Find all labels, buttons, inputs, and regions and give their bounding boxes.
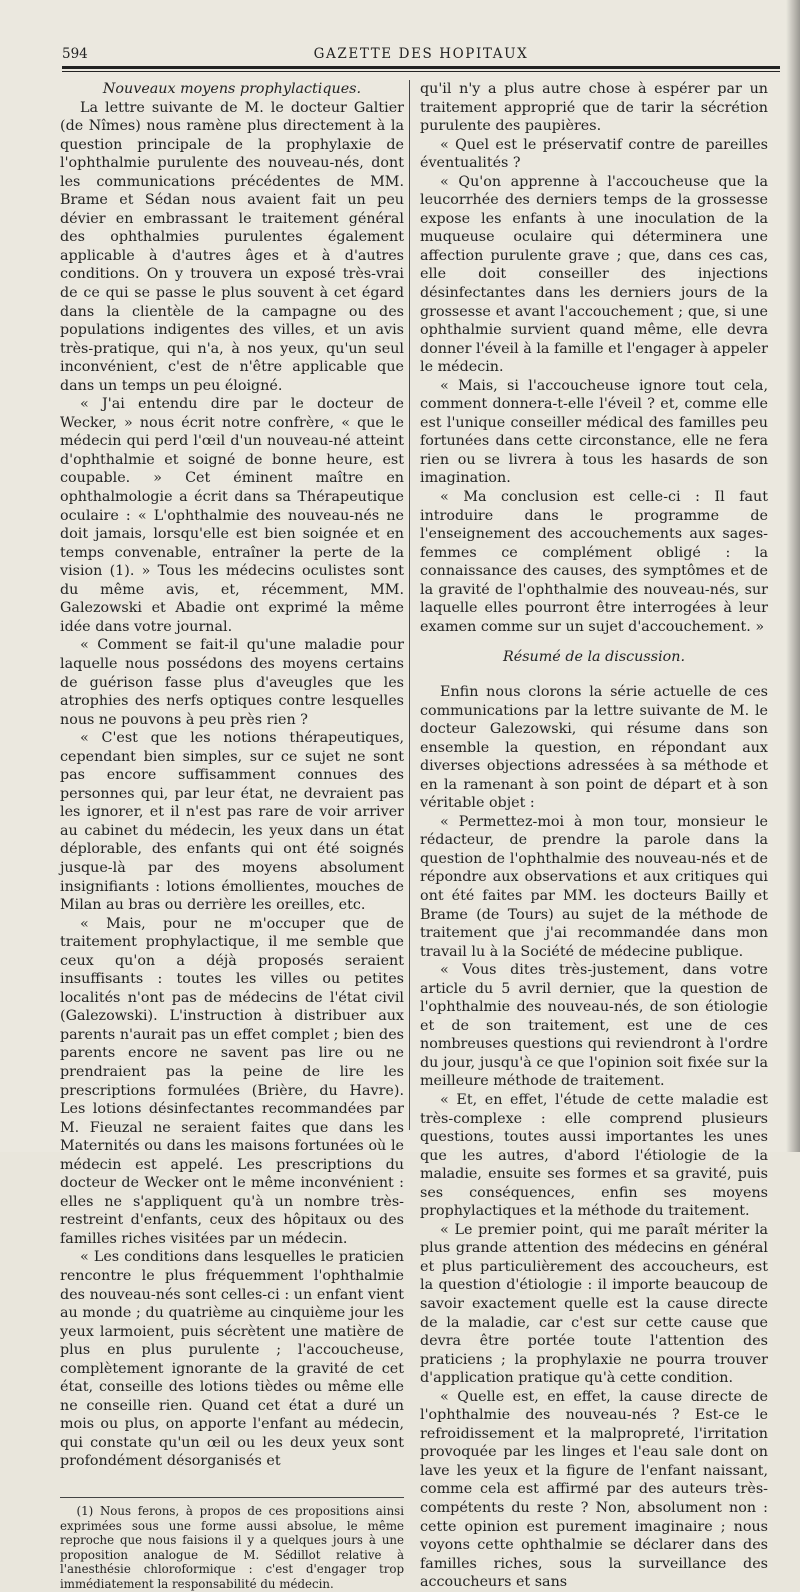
- paragraph: « Le premier point, qui me paraît mériter la plus grande attention des médecins en général et plus particulièrement des accoucheurs, est la question d'étiologie : il importe beaucoup de savoir exactement quelle est la cause directe de la maladie, car c'est sur cette cause que devra être portée toute l'attention des praticiens ; la prophylaxie ne pourra trouver d'application pratique qu'à cette condition.: [420, 1221, 768, 1387]
- page-edge-shadow: [786, 0, 800, 1152]
- page-header: [62, 40, 780, 64]
- footnote: [60, 1504, 404, 1591]
- left-column: [60, 80, 404, 1591]
- paragraph: « J'ai entendu dire par le docteur de Wecker, » nous écrit notre confrère, « que le médecin qui perd l'œil d'un nouveau-né atteint d'ophthalmie et soigné de bonne heure, est coupable. » Cet éminent maître en ophthalmologie a écrit dans sa Thérapeutique oculaire : « L'ophthalmie des nouveau-nés ne doit jamais, lorsqu'elle est bien soignée et en temps convenable, entraîner la perte de la vision (1). » Tous les médecins oculistes sont du même avis, et, récemment, MM. Galezowski et Abadie ont exprimé la même idée dans votre journal.: [60, 396, 404, 635]
- page-number: 594: [62, 46, 88, 62]
- paragraph: Enfin nous clorons la série actuelle de ces communications par la lettre suivante de M. le docteur Galezowski, qui résume dans son ensemble la question, en répondant aux diverses objections adressées à sa méthode et en la ramenant à son point de départ et à son véritable objet :: [420, 683, 768, 812]
- section-title-prophylactic: Nouveaux moyens prophylactiques.: [102, 81, 362, 97]
- footnote-rule: [60, 1497, 404, 1498]
- header-rule-thick: [62, 66, 780, 69]
- paragraph: « Ma conclusion est celle-ci : Il faut introduire dans le programme de l'enseignement des accouchements aux sages-femmes ce complément obligé : la connaissance des causes, des symptômes et de la gravité de l'ophthalmie des nouveau-nés, sur laquelle elles pourront être interrogées à leur examen comme sur un sujet d'accouchement. »: [420, 489, 768, 635]
- paragraph: « Les conditions dans lesquelles le praticien rencontre le plus fréquemment l'ophthalmie des nouveau-nés sont celles-ci : un enfant vient au monde ; du quatrième au cinquième jour les yeux larmoient, puis sécrètent une matière de plus en plus purulente ; l'accoucheuse, complètement ignorante de la gravité de cet état, conseille des lotions tièdes ou même elle ne conseille rien. Quand cet état a duré un mois ou plus, on apporte l'enfant au médecin, qui constate qu'un œil ou les deux yeux sont profondément désorganisés et: [60, 1249, 404, 1470]
- paragraph: « Qu'on apprenne à l'accoucheuse que la leucorrhée des derniers temps de la grossesse expose les enfants à une inoculation de la muqueuse oculaire qui déterminera une affection purulente grave ; que, dans ces cas, elle doit conseiller des injections désinfectantes dans les derniers jours de la grossesse et avant l'accouchement ; que, si une ophthalmie survient quand même, elle devra donner l'éveil à la famille et l'engager à appeler le médecin.: [420, 173, 768, 376]
- paragraph: « Vous dites très-justement, dans votre article du 5 avril dernier, que la question de l'ophthalmie des nouveau-nés, de son étiologie et de son traitement, est une de ces nombreuses questions qui reviendront à l'ordre du jour, jusqu'à ce que l'opinion soit fixée sur la meilleure méthode de traitement.: [420, 962, 768, 1090]
- section-title-summary: Résumé de la discussion.: [502, 649, 685, 666]
- paragraph: La lettre suivante de M. le docteur Galtier (de Nîmes) nous ramène plus directement à la question principale de la prophylaxie de l'ophthalmie purulente des nouveau-nés, dont les communications précédentes de MM. Brame et Sédan nous avaient fait un peu dévier en embrassant le traitement général des ophthalmies purulentes également applicable à d'autres âges et à d'autres conditions. On y trouvera un exposé très-vrai de ce qui se passe le plus souvent à cet égard dans la clientèle de la campagne ou des populations indigentes des villes, et un avis très-pratique, qui n'a, à nos yeux, qu'un seul inconvénient, c'est de n'être applicable que dans un temps un peu éloigné.: [60, 99, 404, 394]
- paragraph: « Mais, si l'accoucheuse ignore tout cela, comment donnera-t-elle l'éveil ? et, comme elle est l'unique conseiller médical des familles peu fortunées dans cette circonstance, elle ne fera rien ou se livrera à tous les hasards de son imagination.: [420, 377, 768, 487]
- paragraph: « Mais, pour ne m'occuper que de traitement prophylactique, il me semble que ceux qu'on a déjà proposés seraient insuffisants : toutes les villes ou petites localités n'ont pas de médecins de l'état civil (Galezowski). L'instruction à distribuer aux parents n'aurait pas un effet complet ; bien des parents encore ne savent pas lire ou ne prendraient pas la peine de lire les prescriptions formulées (Brière, du Havre). Les lotions désinfectantes recommandées par M. Fieuzal ne seraient faites que dans les Maternités ou dans les maisons fortunées où le médecin est appelé. Les prescriptions du docteur de Wecker ont le même inconvénient : elles ne s'appliquent qu'à un nombre très-restreint d'enfants, ceux des hôpitaux ou des familles riches visitées par un médecin.: [60, 915, 404, 1247]
- journal-title: GAZETTE DES HOPITAUX: [313, 46, 529, 62]
- column-divider: [409, 80, 410, 1130]
- paragraph: « Permettez-moi à mon tour, monsieur le rédacteur, de prendre la parole dans la question de l'ophthalmie des nouveau-nés et de répondre aux observations et aux critiques qui ont été faites par MM. les docteurs Bailly et Brame (de Tours) au sujet de la méthode de traitement que j'ai recommandée dans mon travail lu à la Société de médecine publique.: [420, 813, 768, 960]
- paragraph: « Quelle est, en effet, la cause directe de l'ophthalmie des nouveau-nés ? Est-ce le refroidissement et la malpropreté, l'irritation provoquée par les linges et l'eau sale dont on lave les yeux et la figure de l'enfant naissant, comme cela est affirmé par des auteurs très-compétents du reste ? Non, absolument non : cette opinion est purement imaginaire ; nous voyons cette ophthalmie se déclarer dans des familles riches, sous la surveillance des accoucheurs et sans: [420, 1388, 768, 1591]
- paragraph: « Et, en effet, l'étude de cette maladie est très-complexe : elle comprend plusieurs questions, toutes aussi importantes les unes que les autres, d'abord l'étiologie de la maladie, ensuite ses formes et sa gravité, puis ses conséquences, enfin ses moyens prophylactiques et la méthode du traitement.: [420, 1091, 768, 1220]
- paragraph: « C'est que les notions thérapeutiques, cependant bien simples, sur ce sujet ne sont pas encore suffisamment connues des personnes qui, par leur état, ne devraient pas les ignorer, et il n'est pas rare de voir arriver au cabinet du médecin, les yeux dans un état déplorable, des enfants qui ont été soignés jusque-là par des moyens absolument insignifiants : lotions émollientes, mouches de Milan au bras ou derrière les oreilles, etc.: [60, 730, 404, 914]
- footnote-text: (1) Nous ferons, à propos de ces propositions ainsi exprimées sous une forme aussi absolue, le même reproche que nous faisions il y a quelques jours à une proposition analogue de M. Sédillot relative à l'anesthésie chloroformique : c'est d'engager trop immédiatement la responsabilité du médecin.: [60, 1504, 404, 1591]
- right-column: [420, 80, 768, 1592]
- paragraph: « Quel est le préservatif contre de pareilles éventualités ?: [420, 136, 768, 172]
- paragraph: « Comment se fait-il qu'une maladie pour laquelle nous possédons des moyens certains de guérison fasse plus d'aveugles que les atrophies des nerfs optiques contre lesquelles nous ne pouvons à peu près rien ?: [60, 637, 404, 728]
- paragraph: qu'il n'y a plus autre chose à espérer par un traitement approprié que de tarir la sécrétion purulente des paupières.: [420, 81, 768, 135]
- header-rule-thin: [62, 71, 780, 72]
